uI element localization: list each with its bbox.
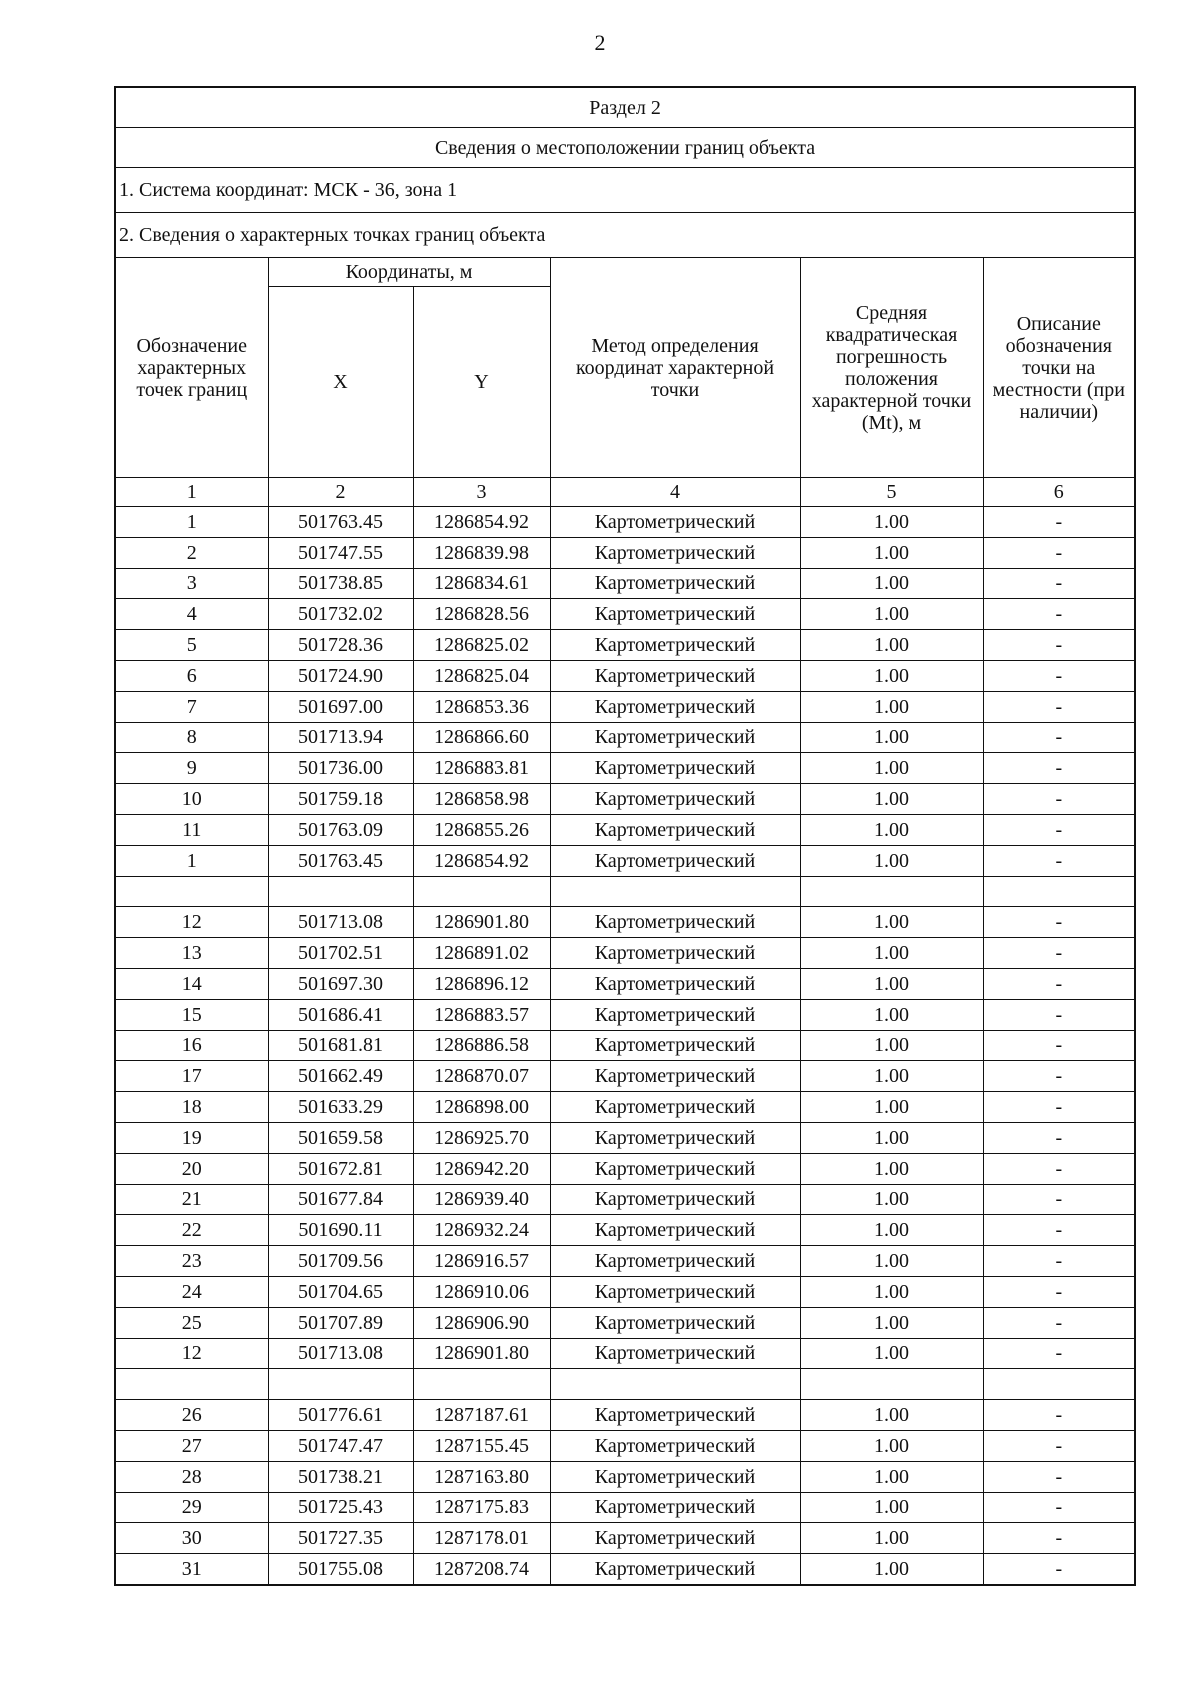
table-row: [115, 1061, 1135, 1092]
description: -: [983, 1030, 1135, 1061]
point-number: 29: [115, 1492, 268, 1523]
method: Картометрический: [550, 1246, 800, 1277]
table-row: [115, 907, 1135, 938]
error-mt: 1.00: [800, 722, 983, 753]
description: -: [983, 999, 1135, 1030]
coord-x: 501759.18: [268, 784, 413, 815]
error-mt: 1.00: [800, 1430, 983, 1461]
point-number: 2: [115, 537, 268, 568]
description: -: [983, 1122, 1135, 1153]
method: Картометрический: [550, 722, 800, 753]
method: Картометрический: [550, 753, 800, 784]
description: -: [983, 630, 1135, 661]
error-mt: 1.00: [800, 938, 983, 969]
coord-x: 501707.89: [268, 1307, 413, 1338]
coord-x: 501713.94: [268, 722, 413, 753]
section-subtitle-row: [115, 128, 1135, 168]
coord-y: 1286925.70: [413, 1122, 550, 1153]
coord-y: 1287155.45: [413, 1430, 550, 1461]
error-mt: 1.00: [800, 1461, 983, 1492]
coord-system-row: [115, 168, 1135, 213]
coord-y: 1286898.00: [413, 1092, 550, 1123]
point-number: 26: [115, 1400, 268, 1431]
method: Картометрический: [550, 968, 800, 999]
description: -: [983, 1523, 1135, 1554]
header-y: Y: [413, 287, 550, 478]
error-mt: 1.00: [800, 845, 983, 876]
table-row: [115, 1400, 1135, 1431]
point-number: 11: [115, 814, 268, 845]
point-number: 27: [115, 1430, 268, 1461]
method: Картометрический: [550, 1523, 800, 1554]
table-row: [115, 1184, 1135, 1215]
coord-y: 1286896.12: [413, 968, 550, 999]
header-x: X: [268, 287, 413, 478]
table-row: [115, 599, 1135, 630]
coord-x: 501713.08: [268, 1338, 413, 1369]
error-mt: 1.00: [800, 907, 983, 938]
point-number: 8: [115, 722, 268, 753]
method: Картометрический: [550, 507, 800, 538]
table-row: [115, 722, 1135, 753]
coord-x: 501697.30: [268, 968, 413, 999]
column-numbers-row: [115, 478, 1135, 507]
empty-cell: [413, 1369, 550, 1400]
description: -: [983, 968, 1135, 999]
error-mt: 1.00: [800, 568, 983, 599]
coord-y: 1286853.36: [413, 691, 550, 722]
method: Картометрический: [550, 999, 800, 1030]
description: -: [983, 1492, 1135, 1523]
error-mt: 1.00: [800, 1338, 983, 1369]
col-number: 6: [983, 478, 1135, 507]
empty-cell: [550, 876, 800, 907]
method: Картометрический: [550, 845, 800, 876]
method: Картометрический: [550, 1092, 800, 1123]
table-row: [115, 1276, 1135, 1307]
coord-y: 1286916.57: [413, 1246, 550, 1277]
separator-row: [115, 1369, 1135, 1400]
coord-y: 1286883.57: [413, 999, 550, 1030]
coord-x: 501725.43: [268, 1492, 413, 1523]
error-mt: 1.00: [800, 753, 983, 784]
error-mt: 1.00: [800, 1061, 983, 1092]
table-row: [115, 568, 1135, 599]
point-number: 6: [115, 660, 268, 691]
table-row: [115, 630, 1135, 661]
coord-x: 501690.11: [268, 1215, 413, 1246]
error-mt: 1.00: [800, 1492, 983, 1523]
header-description: Описание обозначения точки на местности (при наличии): [983, 258, 1135, 478]
description: -: [983, 1307, 1135, 1338]
description: -: [983, 814, 1135, 845]
method: Картометрический: [550, 1215, 800, 1246]
page-number: 2: [594, 30, 606, 55]
col-number: 1: [115, 478, 268, 507]
point-number: 19: [115, 1122, 268, 1153]
method: Картометрический: [550, 1430, 800, 1461]
point-number: 25: [115, 1307, 268, 1338]
coord-x: 501747.47: [268, 1430, 413, 1461]
method: Картометрический: [550, 1338, 800, 1369]
coord-system: 1. Система координат: МСК - 36, зона 1: [115, 168, 1135, 213]
method: Картометрический: [550, 630, 800, 661]
coord-y: 1286932.24: [413, 1215, 550, 1246]
point-number: 1: [115, 507, 268, 538]
point-number: 3: [115, 568, 268, 599]
description: -: [983, 1430, 1135, 1461]
coord-y: 1286854.92: [413, 507, 550, 538]
coord-x: 501686.41: [268, 999, 413, 1030]
empty-cell: [413, 876, 550, 907]
error-mt: 1.00: [800, 968, 983, 999]
coord-y: 1286828.56: [413, 599, 550, 630]
coord-y: 1286866.60: [413, 722, 550, 753]
col-number: 3: [413, 478, 550, 507]
coord-x: 501677.84: [268, 1184, 413, 1215]
empty-cell: [268, 1369, 413, 1400]
point-number: 14: [115, 968, 268, 999]
method: Картометрический: [550, 568, 800, 599]
description: -: [983, 1184, 1135, 1215]
error-mt: 1.00: [800, 630, 983, 661]
method: Картометрический: [550, 1184, 800, 1215]
coord-x: 501704.65: [268, 1276, 413, 1307]
description: -: [983, 938, 1135, 969]
header-designation: Обозначение характерных точек границ: [115, 258, 268, 478]
point-number: 23: [115, 1246, 268, 1277]
method: Картометрический: [550, 1492, 800, 1523]
table-row: [115, 1461, 1135, 1492]
error-mt: 1.00: [800, 999, 983, 1030]
empty-cell: [800, 876, 983, 907]
method: Картометрический: [550, 907, 800, 938]
coord-y: 1287175.83: [413, 1492, 550, 1523]
point-number: 20: [115, 1153, 268, 1184]
method: Картометрический: [550, 784, 800, 815]
description: -: [983, 1461, 1135, 1492]
coord-y: 1286910.06: [413, 1276, 550, 1307]
table-row: [115, 537, 1135, 568]
table-row: [115, 660, 1135, 691]
point-number: 21: [115, 1184, 268, 1215]
table-row: [115, 968, 1135, 999]
error-mt: 1.00: [800, 1554, 983, 1585]
coord-y: 1286891.02: [413, 938, 550, 969]
point-number: 10: [115, 784, 268, 815]
description: -: [983, 568, 1135, 599]
coord-y: 1286834.61: [413, 568, 550, 599]
coord-x: 501697.00: [268, 691, 413, 722]
error-mt: 1.00: [800, 507, 983, 538]
description: -: [983, 507, 1135, 538]
description: -: [983, 784, 1135, 815]
point-number: 5: [115, 630, 268, 661]
error-mt: 1.00: [800, 537, 983, 568]
empty-cell: [268, 876, 413, 907]
description: -: [983, 1215, 1135, 1246]
coord-x: 501732.02: [268, 599, 413, 630]
coord-x: 501709.56: [268, 1246, 413, 1277]
section-subtitle: Сведения о местоположении границ объекта: [115, 128, 1135, 168]
error-mt: 1.00: [800, 1523, 983, 1554]
description: -: [983, 537, 1135, 568]
table-row: [115, 1122, 1135, 1153]
empty-cell: [115, 876, 268, 907]
coord-y: 1286901.80: [413, 1338, 550, 1369]
empty-cell: [983, 876, 1135, 907]
description: -: [983, 1153, 1135, 1184]
description: -: [983, 1338, 1135, 1369]
point-number: 30: [115, 1523, 268, 1554]
coord-x: 501662.49: [268, 1061, 413, 1092]
table-row: [115, 1554, 1135, 1585]
description: -: [983, 691, 1135, 722]
point-number: 1: [115, 845, 268, 876]
section-title-row: [115, 87, 1135, 128]
table-row: [115, 1307, 1135, 1338]
point-number: 24: [115, 1276, 268, 1307]
point-number: 4: [115, 599, 268, 630]
description: -: [983, 1246, 1135, 1277]
header-row-top: [115, 258, 1135, 287]
point-number: 16: [115, 1030, 268, 1061]
coord-y: 1287163.80: [413, 1461, 550, 1492]
coord-x: 501763.09: [268, 814, 413, 845]
coord-y: 1286839.98: [413, 537, 550, 568]
point-number: 17: [115, 1061, 268, 1092]
point-number: 12: [115, 907, 268, 938]
table-row: [115, 938, 1135, 969]
coord-x: 501659.58: [268, 1122, 413, 1153]
method: Картометрический: [550, 1030, 800, 1061]
description: -: [983, 1400, 1135, 1431]
coord-x: 501755.08: [268, 1554, 413, 1585]
table-row: [115, 1492, 1135, 1523]
description: -: [983, 753, 1135, 784]
error-mt: 1.00: [800, 814, 983, 845]
table-row: [115, 814, 1135, 845]
description: -: [983, 907, 1135, 938]
point-number: 12: [115, 1338, 268, 1369]
coord-x: 501672.81: [268, 1153, 413, 1184]
method: Картометрический: [550, 1400, 800, 1431]
table-row: [115, 1523, 1135, 1554]
table-row: [115, 999, 1135, 1030]
method: Картометрический: [550, 1307, 800, 1338]
description: -: [983, 722, 1135, 753]
error-mt: 1.00: [800, 1307, 983, 1338]
separator-row: [115, 876, 1135, 907]
col-number: 4: [550, 478, 800, 507]
coord-y: 1287187.61: [413, 1400, 550, 1431]
error-mt: 1.00: [800, 1276, 983, 1307]
error-mt: 1.00: [800, 1400, 983, 1431]
error-mt: 1.00: [800, 599, 983, 630]
coord-y: 1286942.20: [413, 1153, 550, 1184]
error-mt: 1.00: [800, 1184, 983, 1215]
point-number: 7: [115, 691, 268, 722]
coord-y: 1286886.58: [413, 1030, 550, 1061]
coord-y: 1286901.80: [413, 907, 550, 938]
header-method: Метод определения координат характерной точки: [550, 258, 800, 478]
empty-cell: [800, 1369, 983, 1400]
error-mt: 1.00: [800, 660, 983, 691]
method: Картометрический: [550, 1461, 800, 1492]
method: Картометрический: [550, 691, 800, 722]
coord-x: 501681.81: [268, 1030, 413, 1061]
error-mt: 1.00: [800, 691, 983, 722]
coord-y: 1286858.98: [413, 784, 550, 815]
description: -: [983, 1554, 1135, 1585]
col-number: 2: [268, 478, 413, 507]
table-row: [115, 1246, 1135, 1277]
empty-cell: [983, 1369, 1135, 1400]
coord-x: 501738.85: [268, 568, 413, 599]
coord-y: 1286939.40: [413, 1184, 550, 1215]
coord-x: 501728.36: [268, 630, 413, 661]
section-title: Раздел 2: [115, 87, 1135, 128]
coord-x: 501727.35: [268, 1523, 413, 1554]
point-number: 18: [115, 1092, 268, 1123]
coord-y: 1287178.01: [413, 1523, 550, 1554]
coord-x: 501763.45: [268, 845, 413, 876]
method: Картометрический: [550, 537, 800, 568]
coord-y: 1286906.90: [413, 1307, 550, 1338]
table-row: [115, 1030, 1135, 1061]
coord-y: 1286854.92: [413, 845, 550, 876]
coord-x: 501633.29: [268, 1092, 413, 1123]
method: Картометрический: [550, 599, 800, 630]
error-mt: 1.00: [800, 784, 983, 815]
point-number: 15: [115, 999, 268, 1030]
coord-x: 501738.21: [268, 1461, 413, 1492]
description: -: [983, 1061, 1135, 1092]
points-title-row: [115, 213, 1135, 258]
point-number: 13: [115, 938, 268, 969]
boundary-points-table: [114, 86, 1136, 1586]
method: Картометрический: [550, 814, 800, 845]
empty-cell: [115, 1369, 268, 1400]
coord-y: 1286883.81: [413, 753, 550, 784]
table-row: [115, 507, 1135, 538]
table-row: [115, 784, 1135, 815]
description: -: [983, 1276, 1135, 1307]
coord-x: 501702.51: [268, 938, 413, 969]
table-row: [115, 1153, 1135, 1184]
table-row: [115, 845, 1135, 876]
error-mt: 1.00: [800, 1092, 983, 1123]
error-mt: 1.00: [800, 1122, 983, 1153]
coord-x: 501724.90: [268, 660, 413, 691]
method: Картометрический: [550, 1153, 800, 1184]
point-number: 28: [115, 1461, 268, 1492]
method: Картометрический: [550, 938, 800, 969]
coord-y: 1286825.02: [413, 630, 550, 661]
header-error: Средняя квадратическая погрешность положения характерной точки (Mt), м: [800, 258, 983, 478]
point-number: 22: [115, 1215, 268, 1246]
coord-x: 501736.00: [268, 753, 413, 784]
coord-x: 501763.45: [268, 507, 413, 538]
table-row: [115, 1092, 1135, 1123]
table-row: [115, 753, 1135, 784]
table-row: [115, 1215, 1135, 1246]
description: -: [983, 845, 1135, 876]
empty-cell: [550, 1369, 800, 1400]
error-mt: 1.00: [800, 1153, 983, 1184]
point-number: 9: [115, 753, 268, 784]
method: Картометрический: [550, 1276, 800, 1307]
error-mt: 1.00: [800, 1030, 983, 1061]
method: Картометрический: [550, 1061, 800, 1092]
method: Картометрический: [550, 1122, 800, 1153]
description: -: [983, 1092, 1135, 1123]
method: Картометрический: [550, 660, 800, 691]
method: Картометрический: [550, 1554, 800, 1585]
coord-x: 501776.61: [268, 1400, 413, 1431]
point-number: 31: [115, 1554, 268, 1585]
table-row: [115, 691, 1135, 722]
table-row: [115, 1338, 1135, 1369]
coord-x: 501713.08: [268, 907, 413, 938]
description: -: [983, 660, 1135, 691]
error-mt: 1.00: [800, 1246, 983, 1277]
description: -: [983, 599, 1135, 630]
coord-y: 1286855.26: [413, 814, 550, 845]
header-coords: Координаты, м: [268, 258, 550, 287]
coord-x: 501747.55: [268, 537, 413, 568]
error-mt: 1.00: [800, 1215, 983, 1246]
points-title: 2. Сведения о характерных точках границ объекта: [115, 213, 1135, 258]
coord-y: 1287208.74: [413, 1554, 550, 1585]
coord-y: 1286825.04: [413, 660, 550, 691]
col-number: 5: [800, 478, 983, 507]
coord-y: 1286870.07: [413, 1061, 550, 1092]
table-row: [115, 1430, 1135, 1461]
